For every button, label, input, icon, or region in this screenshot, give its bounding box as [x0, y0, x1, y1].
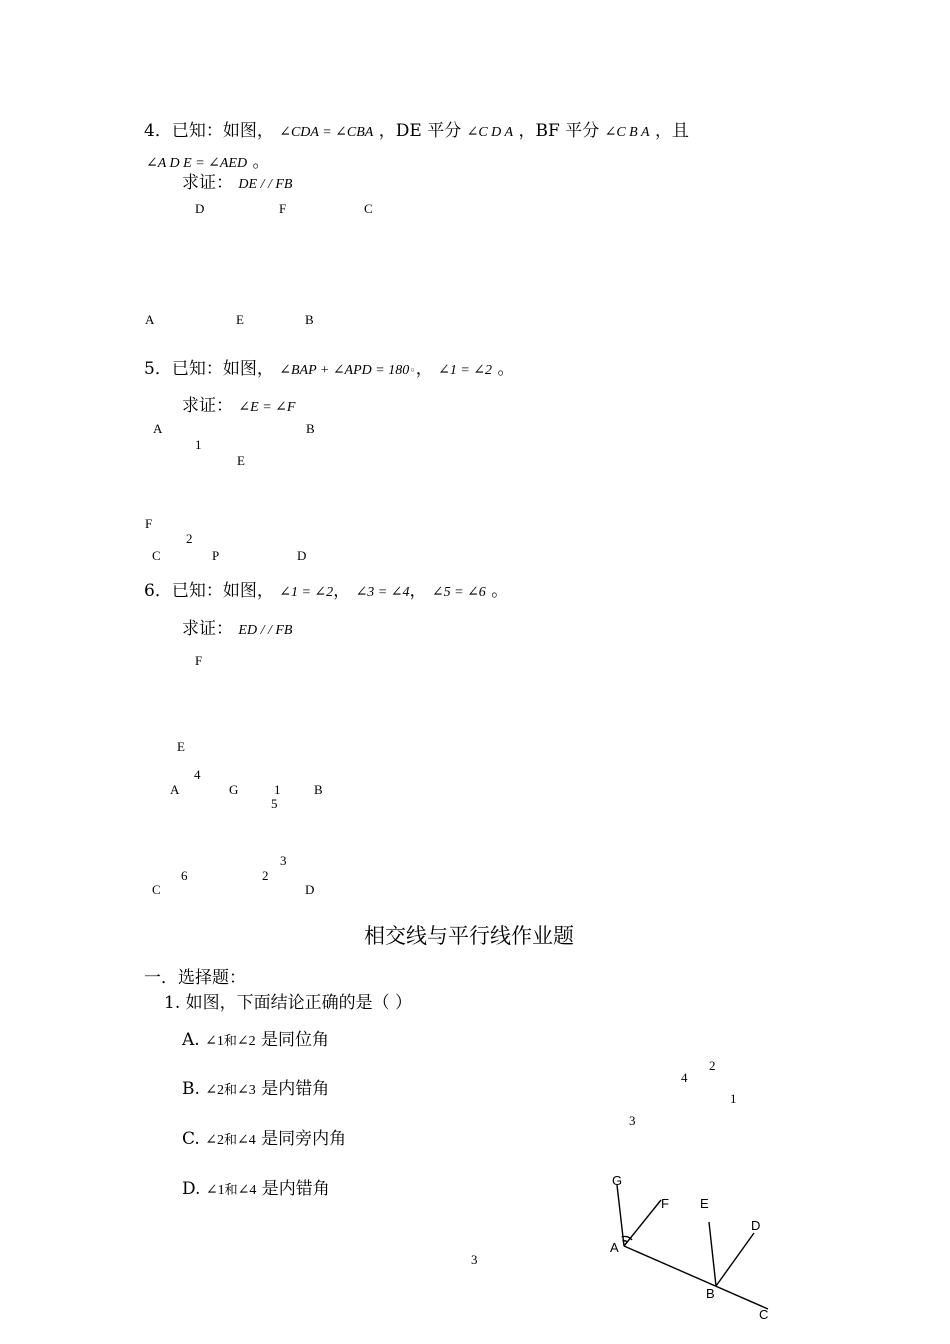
q5-prove-expr: ∠E = ∠F [238, 400, 296, 415]
q6-sep1: ， [333, 581, 351, 601]
q6-expr1: ∠1 = ∠2 [279, 585, 334, 600]
q4-stem [144, 116, 689, 141]
option-c-and: 和 [223, 1133, 237, 1148]
q6-label-3: 3 [280, 853, 287, 868]
q4-prove-label: 求证： [182, 173, 233, 193]
q6-sep2: ， [409, 581, 427, 601]
q6-label-a: A [170, 782, 180, 797]
q6-label-b: B [314, 782, 323, 797]
option-d-letter: D. [182, 1179, 201, 1199]
fig-label-d: D [751, 1218, 761, 1233]
fig-label-b: B [706, 1286, 715, 1301]
fig-label-e: E [700, 1196, 709, 1211]
q6-label-1: 1 [274, 782, 281, 797]
option-b-angle1: ∠2 [205, 1083, 225, 1098]
q5-prove [182, 391, 295, 416]
fig-number-3: 3 [629, 1113, 636, 1128]
q4-end2: 。 [252, 152, 270, 172]
q4-label-a: A [145, 312, 155, 327]
q6-label-2: 2 [262, 868, 269, 883]
q4-prove-expr: DE / / FB [238, 177, 293, 192]
q4-label-b: B [305, 312, 314, 327]
fig-number-2: 2 [709, 1058, 716, 1073]
option-b-and: 和 [224, 1083, 238, 1098]
q5-label-d: D [297, 548, 307, 563]
q6-prove-expr: ED / / FB [238, 623, 293, 638]
option-b-angle2: ∠3 [237, 1083, 256, 1098]
fig-label-a: A [610, 1240, 619, 1255]
q4-expr3: ∠C B A [604, 125, 650, 140]
q6-label-f: F [195, 653, 203, 668]
q4-label-c: C [364, 201, 373, 216]
option-c-letter: C. [182, 1129, 200, 1149]
q5-expr2: ∠1 = ∠2 [438, 363, 493, 378]
q6-label-c: C [152, 882, 161, 897]
option-b [182, 1074, 329, 1099]
fig-number-4: 4 [681, 1070, 688, 1085]
option-b-text: 是内错角 [261, 1079, 330, 1099]
q6-number: 6．已知：如图， [144, 581, 274, 601]
q5-sep: ， [415, 359, 433, 379]
q6-label-e: E [177, 739, 185, 754]
q5-number: 5．已知：如图， [144, 359, 274, 379]
q4-expr2: ∠C D A [466, 125, 514, 140]
q6-prove-label: 求证： [182, 619, 233, 639]
option-a-angle1: ∠1 [205, 1034, 224, 1049]
geometry-figure [600, 1165, 790, 1335]
q5-label-2: 2 [186, 531, 193, 546]
fig-number-1: 1 [730, 1091, 737, 1106]
ray-be [709, 1222, 716, 1286]
option-d-and: 和 [224, 1183, 238, 1198]
q5-deg: ◦ [409, 364, 416, 377]
q6-label-6: 6 [181, 868, 188, 883]
q5-label-e: E [237, 453, 245, 468]
option-d-text: 是内错角 [261, 1179, 330, 1199]
fig-label-c: C [759, 1307, 769, 1322]
option-a-text: 是同位角 [260, 1030, 329, 1050]
q4-expr4: ∠A D E = ∠AED [146, 156, 248, 171]
q5-label-b: B [306, 421, 315, 436]
section-part-heading: 一．选择题： [144, 968, 246, 988]
q4-label-e: E [236, 312, 244, 327]
q4-number: 4．已知：如图， [144, 121, 274, 141]
page-number: 3 [471, 1252, 478, 1267]
option-a-letter: A. [182, 1030, 200, 1050]
option-c-text: 是同旁内角 [261, 1129, 347, 1149]
q4-mid2: ，BF 平分 [518, 121, 600, 141]
fig-label-g: G [612, 1173, 623, 1188]
q6-end: 。 [491, 581, 509, 601]
q5-label-f: F [145, 516, 153, 531]
q5-label-p: P [212, 548, 220, 563]
q6-label-d: D [305, 882, 315, 897]
option-a-and: 和 [223, 1034, 237, 1049]
line-ac [624, 1246, 768, 1309]
ray-af [624, 1200, 661, 1246]
q6-label-5: 5 [271, 796, 278, 811]
option-d-angle2: ∠4 [237, 1183, 257, 1198]
q4-prove [182, 168, 292, 193]
q4-end: ，且 [654, 121, 689, 141]
option-c [182, 1124, 346, 1149]
option-d-angle1: ∠1 [205, 1183, 225, 1198]
q6-prove [182, 614, 292, 639]
q5-end: 。 [497, 359, 515, 379]
q4-expr1: ∠CDA = ∠CBA [279, 125, 374, 140]
fig-label-f: F [661, 1196, 669, 1211]
q6-label-g: G [229, 782, 239, 797]
option-c-angle2: ∠4 [236, 1133, 256, 1148]
option-c-angle1: ∠2 [205, 1133, 224, 1148]
q5-label-a: A [153, 421, 163, 436]
q5-prove-label: 求证： [182, 396, 233, 416]
section-q1-stem: 1. 如图，下面结论正确的是（ ） [164, 993, 413, 1013]
ray-bd [716, 1233, 754, 1286]
q6-expr2: ∠3 = ∠4 [355, 585, 410, 600]
q6-stem [144, 576, 508, 601]
q5-stem [144, 354, 514, 379]
q4-label-d: D [195, 201, 205, 216]
q6-label-4: 4 [194, 767, 201, 782]
q5-expr1: ∠BAP + ∠APD = 180 [279, 363, 410, 378]
option-b-letter: B. [182, 1079, 200, 1099]
section-title: 相交线与平行线作业题 [364, 924, 574, 948]
q6-expr3: ∠5 = ∠6 [431, 585, 486, 600]
q4-mid1: ，DE 平分 [378, 121, 462, 141]
q5-label-1: 1 [195, 437, 202, 452]
option-a [182, 1025, 329, 1050]
q5-label-c: C [152, 548, 161, 563]
q4-label-f: F [279, 201, 287, 216]
option-a-angle2: ∠2 [236, 1034, 256, 1049]
option-d [182, 1174, 330, 1199]
